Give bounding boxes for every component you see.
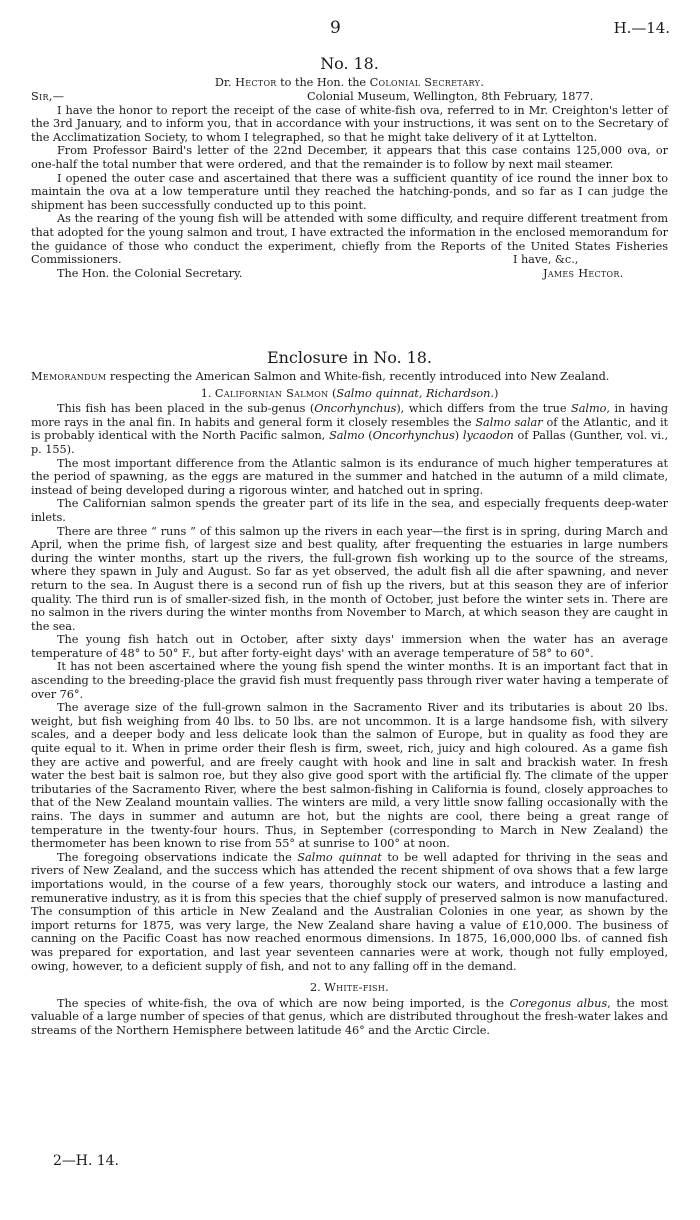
dateline: Colonial Museum, Wellington, 8th February, 1877. (307, 89, 594, 103)
document-code: H.—14. (613, 19, 670, 37)
signature: James Hector. (543, 266, 624, 280)
memorandum-heading: Memorandum respecting the American Salmon and White-fish, recently introduced into New Zealand. (31, 370, 610, 383)
enclosure-paragraph-9: The species of white-fish, the ova of which are now being imported, is the Coregonus albus, the most valuable of a large number of species of that genus, which are distributed throughout the fresh-water lakes and streams of the Northern Hemisphere between latitude 46° and the Arctic Circle. (31, 996, 669, 1037)
addressee: The Hon. the Colonial Secretary. (57, 266, 243, 280)
section-2-heading: 2. White-fish. (309, 981, 390, 995)
letter-paragraph-4: As the rearing of the young fish will be attended with some difficulty, and require different treatment from that adopted for the young salmon and trout, I have extracted the information in the enclosed memorandum for the guidance of those who conduct the experiment, chiefly from the Reports of the United States Fisheries Commissioners. (31, 212, 668, 267)
letter-title: No. 18. (320, 54, 379, 73)
page-number: 9 (330, 18, 341, 38)
enclosure-paragraph-1: This fish has been placed in the sub-genus (Oncorhynchus), which differs from the true Salmo, in having more rays in the anal fin. In habits and general form it closely resembles the Salmo salar of the Atlantic, and it is probably identical with the North Pacific salmon, Salmo (Oncorhynchus) lycaodon of Pallas (Gunther, vol. vi., p. 155). (31, 402, 668, 456)
letter-paragraph-2: From Professor Baird's letter of the 22nd December, it appears that this case contains 125,000 ova, or one-half the total number that were ordered, and that the remainder is to follow by next mail steamer. (31, 144, 668, 171)
letter-paragraph-3: I opened the outer case and ascertained that there was a sufficient quantity of ice round the inner box to maintain the ova at a low temperature until they reached the hatching-ponds, and so far as I can judge the shipment has been successfully conducted up to this point. (31, 171, 668, 212)
enclosure-section (31, 348, 668, 1038)
enclosure-title: Enclosure in No. 18. (267, 348, 432, 367)
salutation-row (31, 90, 668, 104)
section-1-heading: 1. Californian Salmon (Salmo quinnat, Richardson.) (200, 386, 499, 400)
enclosure-paragraph-7: The average size of the full-grown salmon in the Sacramento River and its tributaries is about 20 lbs. weight, but fish weighing from 40 lbs. to 50 lbs. are not uncommon. It is a large handsome fish, with silvery scales, and a deeper body and less delicate look than the salmon of Europe, but in quality as food they are quite equal to it. When in prime order their flesh is firm, sweet, rich, juicy and high coloured. As a game fish they are active and powerful, and are freely caught with hook and line in salt and brackish water. In fresh water the best bait is salmon roe, but they also give good sport with the artificial fly. The climate of the upper tributaries of the Sacramento River, where the best salmon-fishing in California is found, closely approaches to that of the New Zealand mountain vallies. The winters are mild, a very little snow falling occasionally with the rains. The days in summer and autumn are hot, but the nights are cool, there being a great range of temperature in the twenty-four hours. Thus, in September (corresponding to March in New Zealand) the thermometer has been known to rise from 55° at sunrise to 100° at noon. (31, 701, 668, 851)
closing-row (31, 252, 668, 281)
enclosure-paragraph-8: The foregoing observations indicate the Salmo quinnat to be well adapted for thriving in the seas and rivers of New Zealand, and the success which has attended the recent shipment of ova shows that a few large importations would, in the course of a few years, thoroughly stock our waters, and introduce a lasting and remunerative industry, as it is from this species that the chief supply of preserved salmon is now manufactured. The consumption of this article in New Zealand and the Australian Colonies in one year, as shown by the import returns for 1875, was very large, the New Zealand share having a value of £10,000. The business of canning on the Pacific Coast has now reached enormous dimensions. In 1875, 16,000,000 lbs. of canned fish was prepared for exportation, and last year seventeen cannaries were at work, though not fully employed, owing, however, to a deficient supply of fish, and not to any falling off in the demand. (31, 850, 668, 973)
signature-mark: 2—H. 14. (53, 1153, 119, 1169)
enclosure-paragraph-6: It has not been ascertained where the young fish spend the winter months. It is an important fact that in ascending to the breeding-place the gravid fish must frequently pass through river water having a temperate of over 76°. (31, 660, 668, 701)
enclosure-paragraph-3: The Californian salmon spends the greater part of its life in the sea, and especially frequents deep-water inlets. (31, 497, 668, 524)
letter-from-to: Dr. Hector to the Hon. the Colonial Secretary. (214, 76, 485, 89)
letter-paragraph-1: I have the honor to report the receipt of the case of white-fish ova, referred to in Mr. Creighton's letter of the 3rd January, and to inform you, that in accordance with your instructions, it was sent on to the Secretary of the Acclimatization Society, to whom I telegraphed, so that he might take delivery of it at Lyttelton. (31, 103, 668, 144)
enclosure-paragraph-5: The young fish hatch out in October, after sixty days' immersion when the water has an average temperature of 48° to 50° F., but after forty-eight days' with an average temperature of 58° to 60°. (31, 633, 668, 660)
closing: I have, &c., (513, 252, 579, 266)
salutation: Sir,— (31, 89, 65, 103)
enclosure-paragraph-4: There are three “ runs ” of this salmon up the rivers in each year—the first is in spring, during March and April, when the prime fish, of largest size and best quality, after frequenting the estuaries in large numbers during the winter months, start up the rivers, the full-grown fish working up to the source of the streams, where they spawn in July and August. So far as yet observed, the adult fish all die after spawning, and never return to the sea. In August there is a second run of fish up the rivers, but at this season they are of inferior quality. The third run is of smaller-sized fish, in the month of October, just before the winter sets in. There are no salmon in the rivers during the winter months from November to March, at which season they are caught in the sea. (31, 524, 668, 633)
page-header (0, 18, 700, 42)
enclosure-paragraph-2: The most important difference from the Atlantic salmon is its endurance of much higher temperatures at the period of spawning, as the eggs are matured in the summer and hatched in the autumn of a mild climate, instead of being developed during a rigorous winter, and hatched out in spring. (31, 456, 668, 497)
letter-section (31, 54, 668, 281)
